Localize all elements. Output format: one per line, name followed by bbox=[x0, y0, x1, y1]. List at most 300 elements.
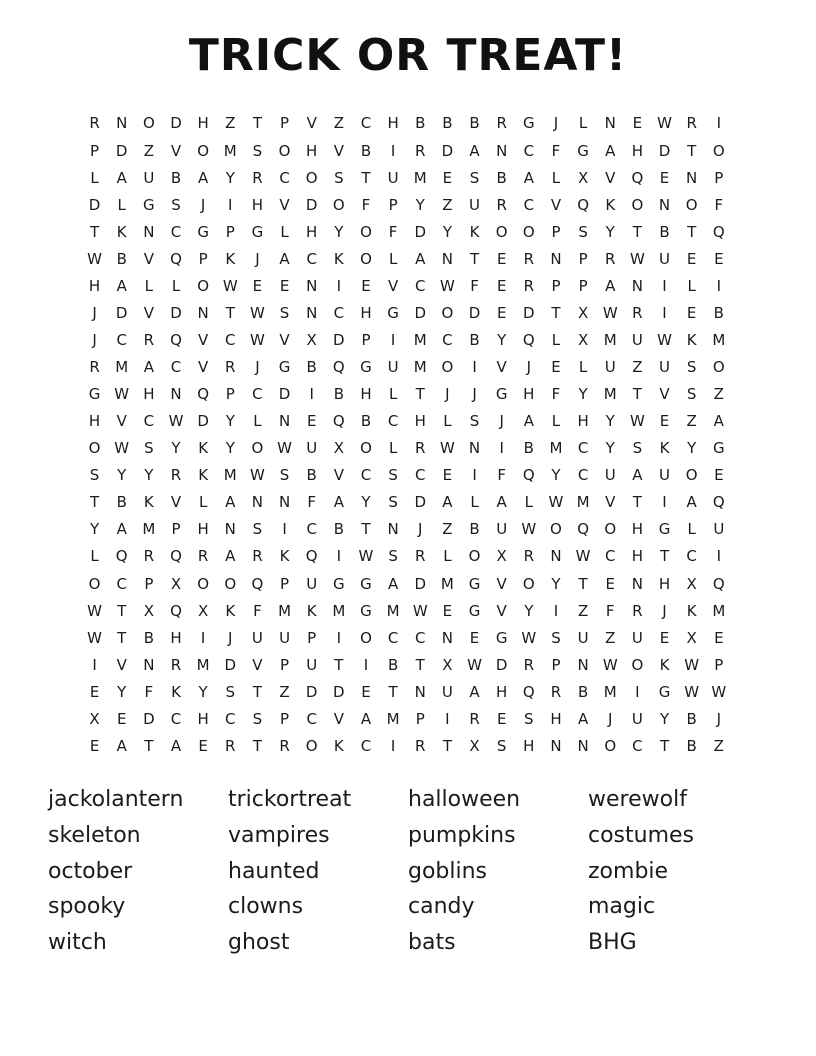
grid-cell: N bbox=[306, 303, 318, 322]
grid-cell: K bbox=[659, 439, 670, 458]
grid-cell: G bbox=[468, 574, 481, 593]
grid-cell: D bbox=[414, 303, 427, 322]
grid-cell: Y bbox=[442, 222, 452, 241]
grid-cell: J bbox=[418, 520, 423, 539]
grid-cell: L bbox=[388, 385, 398, 404]
grid-cell: Q bbox=[170, 249, 182, 268]
grid-cell: I bbox=[635, 682, 640, 701]
grid-cell: P bbox=[225, 385, 235, 404]
grid-cell: Y bbox=[225, 412, 235, 431]
grid-cell: A bbox=[469, 141, 480, 160]
grid-cell: N bbox=[306, 276, 318, 295]
grid-cell: O bbox=[604, 520, 617, 539]
grid-cell: H bbox=[631, 520, 644, 539]
grid-cell: T bbox=[687, 222, 697, 241]
grid-cell: L bbox=[171, 276, 181, 295]
grid-cell: C bbox=[605, 547, 616, 566]
grid-cell: A bbox=[469, 682, 480, 701]
grid-cell: Z bbox=[225, 114, 236, 133]
grid-cell: J bbox=[472, 385, 477, 404]
grid-cell: N bbox=[658, 195, 671, 214]
grid-cell: J bbox=[662, 601, 667, 620]
grid-cell: G bbox=[333, 574, 345, 593]
grid-cell: T bbox=[632, 385, 642, 404]
grid-cell: A bbox=[116, 736, 127, 755]
grid-cell: G bbox=[88, 385, 101, 404]
grid-cell: O bbox=[251, 439, 264, 458]
grid-cell: C bbox=[415, 466, 426, 485]
grid-cell: O bbox=[305, 736, 318, 755]
grid-cell: W bbox=[684, 655, 700, 674]
grid-cell: N bbox=[170, 385, 182, 404]
grid-cell: Z bbox=[442, 195, 453, 214]
grid-cell: M bbox=[115, 358, 129, 376]
grid-cell: B bbox=[306, 466, 317, 485]
grid-cell: V bbox=[198, 330, 209, 349]
grid-cell: E bbox=[442, 601, 453, 620]
grid-cell: Y bbox=[659, 709, 670, 728]
grid-cell: H bbox=[631, 141, 644, 160]
grid-cell: N bbox=[441, 628, 454, 647]
grid-cell: U bbox=[469, 195, 481, 214]
grid-cell: W bbox=[548, 493, 564, 512]
grid-cell: L bbox=[443, 412, 452, 431]
grid-cell: H bbox=[387, 114, 399, 133]
grid-cell: T bbox=[117, 628, 127, 647]
grid-cell: O bbox=[88, 439, 101, 458]
grid-cell: Z bbox=[143, 141, 154, 160]
grid-cell: A bbox=[198, 168, 209, 187]
grid-cell: X bbox=[143, 601, 154, 620]
grid-cell: W bbox=[114, 385, 130, 404]
grid-cell: O bbox=[522, 574, 535, 593]
grid-cell: L bbox=[578, 114, 588, 133]
grid-cell: D bbox=[468, 303, 481, 322]
word-list-item: BHG bbox=[588, 929, 637, 955]
grid-cell: W bbox=[629, 412, 645, 431]
grid-cell: D bbox=[305, 682, 318, 701]
grid-cell: X bbox=[496, 547, 507, 566]
grid-cell: V bbox=[333, 466, 344, 485]
grid-cell: P bbox=[714, 168, 724, 187]
grid-cell: M bbox=[386, 709, 400, 728]
grid-cell: Q bbox=[631, 168, 644, 187]
grid-cell: S bbox=[469, 168, 480, 187]
grid-cell: N bbox=[577, 736, 589, 755]
grid-cell: H bbox=[360, 385, 372, 404]
grid-cell: F bbox=[253, 601, 262, 620]
grid-cell: J bbox=[228, 628, 233, 647]
word-list-item: pumpkins bbox=[408, 823, 516, 848]
grid-cell: W bbox=[87, 249, 102, 268]
grid-cell: K bbox=[333, 249, 344, 268]
word-list-item: haunted bbox=[228, 858, 320, 884]
grid-cell: Y bbox=[361, 493, 371, 512]
grid-cell: R bbox=[686, 114, 697, 133]
grid-cell: E bbox=[551, 358, 561, 376]
grid-cell: F bbox=[361, 195, 371, 214]
grid-cell: I bbox=[390, 330, 396, 349]
grid-cell: H bbox=[170, 628, 182, 647]
grid-cell: V bbox=[496, 601, 507, 620]
grid-cell: T bbox=[225, 303, 235, 322]
grid-cell: P bbox=[171, 520, 181, 539]
grid-cell: N bbox=[550, 249, 562, 268]
grid-cell: L bbox=[551, 412, 561, 431]
grid-cell: E bbox=[659, 168, 670, 187]
grid-cell: P bbox=[551, 655, 561, 674]
grid-cell: G bbox=[387, 303, 399, 322]
grid-cell: E bbox=[89, 682, 100, 701]
grid-cell: S bbox=[686, 358, 697, 376]
grid-cell: K bbox=[605, 195, 616, 214]
grid-cell: B bbox=[469, 330, 480, 349]
grid-cell: K bbox=[143, 493, 154, 512]
grid-cell: H bbox=[414, 412, 426, 431]
word-list bbox=[0, 782, 816, 960]
grid-cell: K bbox=[686, 330, 697, 349]
grid-cell: Y bbox=[605, 439, 615, 458]
grid-cell: M bbox=[413, 168, 427, 187]
grid-cell: I bbox=[282, 520, 287, 539]
grid-cell: C bbox=[577, 439, 589, 458]
grid-cell: E bbox=[442, 168, 453, 187]
grid-cell: C bbox=[143, 412, 155, 431]
grid-cell: U bbox=[631, 628, 643, 647]
grid-cell: A bbox=[333, 493, 344, 512]
grid-cell: N bbox=[143, 655, 155, 674]
grid-cell: J bbox=[608, 709, 613, 728]
grid-cell: Y bbox=[334, 222, 344, 241]
grid-cell: Y bbox=[578, 385, 588, 404]
grid-cell: B bbox=[170, 168, 182, 187]
grid-cell: K bbox=[686, 601, 697, 620]
grid-cell: S bbox=[686, 385, 697, 404]
grid-cell: S bbox=[89, 466, 100, 485]
grid-cell: Y bbox=[225, 168, 235, 187]
grid-cell: H bbox=[88, 412, 101, 431]
grid-cell: E bbox=[659, 628, 670, 647]
grid-cell: S bbox=[144, 439, 154, 458]
grid-cell: J bbox=[200, 195, 206, 214]
grid-cell: N bbox=[116, 114, 128, 133]
grid-cell: D bbox=[278, 385, 291, 404]
grid-cell: D bbox=[170, 114, 182, 133]
grid-cell: A bbox=[116, 168, 127, 187]
grid-cell: Y bbox=[117, 682, 127, 701]
grid-cell: S bbox=[388, 466, 398, 485]
grid-cell: A bbox=[170, 736, 182, 755]
grid-cell: T bbox=[252, 114, 262, 133]
grid-cell: T bbox=[469, 249, 480, 268]
grid-cell: C bbox=[170, 222, 182, 241]
grid-cell: I bbox=[309, 385, 314, 404]
grid-cell: L bbox=[551, 330, 561, 349]
grid-cell: U bbox=[604, 358, 616, 376]
grid-cell: V bbox=[605, 168, 616, 187]
grid-cell: R bbox=[225, 358, 236, 376]
grid-cell: C bbox=[170, 709, 182, 728]
grid-cell: F bbox=[551, 385, 561, 404]
grid-cell: I bbox=[390, 141, 396, 160]
grid-cell: E bbox=[496, 709, 507, 728]
grid-cell: O bbox=[441, 358, 454, 376]
grid-cell: G bbox=[495, 628, 508, 647]
grid-cell: W bbox=[87, 628, 102, 647]
grid-cell: I bbox=[363, 655, 369, 674]
grid-cell: R bbox=[415, 141, 426, 160]
grid-cell: I bbox=[716, 276, 722, 295]
grid-cell: A bbox=[523, 168, 534, 187]
grid-cell: N bbox=[468, 439, 481, 458]
grid-cell: B bbox=[659, 222, 670, 241]
grid-cell: G bbox=[360, 574, 372, 593]
grid-cell: X bbox=[577, 303, 589, 322]
grid-cell: L bbox=[144, 276, 154, 295]
grid-cell: Q bbox=[251, 574, 264, 593]
grid-cell: L bbox=[90, 547, 99, 566]
grid-cell: O bbox=[360, 249, 372, 268]
grid-cell: P bbox=[225, 222, 235, 241]
grid-cell: R bbox=[252, 547, 263, 566]
grid-cell: W bbox=[412, 601, 428, 620]
grid-cell: R bbox=[143, 547, 155, 566]
grid-cell: I bbox=[553, 601, 559, 620]
grid-cell: E bbox=[686, 249, 697, 268]
grid-cell: E bbox=[632, 114, 643, 133]
grid-cell: Y bbox=[551, 466, 561, 485]
grid-cell: E bbox=[605, 574, 615, 593]
grid-cell: P bbox=[198, 249, 208, 268]
word-list-item: trickortreat bbox=[228, 787, 352, 813]
grid-cell: Y bbox=[89, 520, 100, 539]
grid-cell: Y bbox=[117, 466, 127, 485]
grid-cell: O bbox=[360, 628, 372, 647]
grid-cell: Z bbox=[442, 520, 453, 539]
grid-cell: Q bbox=[712, 222, 725, 241]
grid-cell: M bbox=[413, 330, 427, 349]
grid-cell: H bbox=[360, 303, 372, 322]
grid-cell: M bbox=[196, 655, 210, 674]
grid-cell: M bbox=[223, 466, 237, 485]
grid-cell: E bbox=[252, 276, 263, 295]
grid-cell: D bbox=[197, 412, 209, 431]
grid-cell: B bbox=[360, 412, 372, 431]
grid-cell: N bbox=[197, 303, 209, 322]
grid-cell: E bbox=[116, 709, 127, 728]
grid-cell: K bbox=[306, 601, 317, 620]
grid-cell: I bbox=[716, 547, 722, 566]
grid-cell: X bbox=[577, 168, 589, 187]
grid-cell: N bbox=[278, 493, 291, 512]
grid-cell: V bbox=[170, 493, 182, 512]
grid-cell: C bbox=[360, 466, 372, 485]
grid-cell: T bbox=[252, 736, 262, 755]
grid-cell: N bbox=[441, 249, 454, 268]
grid-cell: R bbox=[89, 358, 100, 376]
grid-cell: E bbox=[442, 466, 453, 485]
grid-cell: A bbox=[496, 493, 507, 512]
grid-cell: T bbox=[361, 520, 371, 539]
grid-cell: K bbox=[279, 547, 290, 566]
grid-cell: B bbox=[713, 303, 724, 322]
puzzle-title: TRICK OR TREAT! bbox=[188, 30, 628, 81]
grid-cell: S bbox=[279, 466, 290, 485]
grid-cell: V bbox=[279, 195, 290, 214]
grid-cell: U bbox=[306, 574, 318, 593]
grid-cell: R bbox=[415, 439, 426, 458]
grid-cell: C bbox=[306, 709, 317, 728]
grid-cell: K bbox=[198, 439, 209, 458]
grid-cell: P bbox=[578, 249, 588, 268]
grid-cell: U bbox=[713, 520, 725, 539]
grid-cell: Y bbox=[551, 574, 561, 593]
grid-cell: D bbox=[658, 141, 671, 160]
grid-cell: G bbox=[197, 222, 209, 241]
grid-cell: M bbox=[603, 330, 617, 349]
grid-cell: M bbox=[386, 601, 400, 620]
grid-cell: T bbox=[117, 601, 127, 620]
grid-cell: I bbox=[662, 303, 667, 322]
grid-cell: H bbox=[251, 195, 264, 214]
grid-cell: M bbox=[712, 601, 726, 620]
grid-cell: I bbox=[336, 628, 342, 647]
grid-cell: N bbox=[387, 520, 399, 539]
grid-cell: C bbox=[306, 520, 317, 539]
grid-cell: H bbox=[88, 276, 101, 295]
grid-cell: C bbox=[415, 276, 426, 295]
grid-cell: U bbox=[441, 682, 453, 701]
grid-cell: B bbox=[469, 114, 480, 133]
grid-cell: G bbox=[360, 358, 372, 376]
grid-cell: D bbox=[88, 195, 101, 214]
grid-cell: F bbox=[144, 682, 154, 701]
grid-cell: T bbox=[659, 547, 670, 566]
grid-cell: W bbox=[222, 276, 238, 295]
grid-cell: G bbox=[523, 114, 535, 133]
grid-cell: J bbox=[445, 385, 450, 404]
grid-cell: R bbox=[523, 276, 535, 295]
grid-cell: F bbox=[388, 222, 398, 241]
grid-cell: K bbox=[198, 466, 209, 485]
grid-cell: S bbox=[388, 493, 398, 512]
grid-cell: E bbox=[198, 736, 208, 755]
grid-cell: U bbox=[279, 628, 291, 647]
grid-cell: V bbox=[143, 249, 154, 268]
grid-cell: Q bbox=[170, 330, 182, 349]
grid-cell: O bbox=[685, 466, 698, 485]
grid-cell: O bbox=[360, 222, 372, 241]
grid-cell: L bbox=[687, 520, 696, 539]
grid-cell: D bbox=[441, 141, 454, 160]
grid-cell: A bbox=[360, 709, 372, 728]
grid-cell: D bbox=[495, 655, 508, 674]
grid-cell: M bbox=[440, 574, 454, 593]
grid-cell: V bbox=[496, 574, 507, 593]
grid-cell: S bbox=[279, 303, 290, 322]
grid-cell: L bbox=[524, 493, 533, 512]
grid-cell: N bbox=[686, 168, 698, 187]
grid-cell: C bbox=[387, 412, 399, 431]
grid-cell: A bbox=[387, 574, 399, 593]
grid-cell: V bbox=[333, 709, 344, 728]
grid-cell: U bbox=[631, 330, 643, 349]
grid-cell: V bbox=[387, 276, 399, 295]
grid-cell: P bbox=[714, 655, 724, 674]
grid-cell: M bbox=[278, 601, 292, 620]
grid-cell: X bbox=[686, 574, 697, 593]
grid-cell: I bbox=[200, 628, 206, 647]
grid-cell: V bbox=[170, 141, 182, 160]
grid-cell: S bbox=[334, 168, 344, 187]
grid-cell: Q bbox=[332, 358, 345, 376]
grid-cell: E bbox=[361, 682, 371, 701]
grid-cell: B bbox=[415, 114, 426, 133]
word-list-column bbox=[408, 782, 588, 960]
grid-cell: I bbox=[445, 709, 450, 728]
grid-cell: Z bbox=[632, 358, 643, 376]
grid-cell: N bbox=[577, 655, 589, 674]
word-list-item: spooky bbox=[48, 894, 126, 920]
grid-cell: Z bbox=[713, 736, 724, 755]
grid-cell: Q bbox=[522, 330, 535, 349]
grid-cell: M bbox=[142, 520, 156, 539]
word-list-item: ghost bbox=[228, 929, 290, 955]
grid-cell: R bbox=[523, 655, 535, 674]
grid-cell: L bbox=[551, 168, 561, 187]
grid-cell: C bbox=[415, 628, 426, 647]
grid-cell: C bbox=[523, 195, 535, 214]
grid-cell: K bbox=[116, 222, 127, 241]
grid-cell: A bbox=[225, 493, 236, 512]
grid-cell: R bbox=[469, 709, 480, 728]
grid-cell: H bbox=[658, 574, 671, 593]
grid-cell: N bbox=[550, 547, 562, 566]
grid-cell: O bbox=[495, 222, 508, 241]
grid-cell: D bbox=[305, 195, 318, 214]
grid-cell: V bbox=[605, 493, 616, 512]
grid-cell: J bbox=[553, 114, 559, 133]
grid-cell: S bbox=[632, 439, 643, 458]
grid-cell: P bbox=[307, 628, 317, 647]
grid-cell: I bbox=[662, 276, 667, 295]
grid-cell: D bbox=[170, 303, 182, 322]
grid-cell: O bbox=[360, 439, 372, 458]
grid-cell: A bbox=[225, 547, 236, 566]
grid-cell: Z bbox=[333, 114, 344, 133]
word-list-item: october bbox=[48, 858, 133, 884]
grid-cell: U bbox=[631, 709, 643, 728]
grid-cell: M bbox=[549, 439, 563, 458]
grid-cell: W bbox=[358, 547, 374, 566]
grid-cell: C bbox=[523, 141, 535, 160]
grid-cell: F bbox=[470, 276, 479, 295]
grid-cell: J bbox=[92, 303, 97, 322]
grid-cell: L bbox=[388, 249, 398, 268]
grid-cell: B bbox=[360, 141, 372, 160]
grid-cell: S bbox=[469, 412, 480, 431]
grid-cell: S bbox=[252, 141, 263, 160]
grid-cell: T bbox=[632, 493, 642, 512]
grid-cell: K bbox=[659, 655, 670, 674]
grid-cell: B bbox=[387, 655, 399, 674]
grid-cell: W bbox=[249, 330, 265, 349]
grid-cell: T bbox=[388, 682, 398, 701]
grid-cell: I bbox=[228, 195, 233, 214]
grid-cell: X bbox=[469, 736, 480, 755]
grid-cell: G bbox=[658, 520, 671, 539]
grid-cell: O bbox=[305, 168, 318, 187]
